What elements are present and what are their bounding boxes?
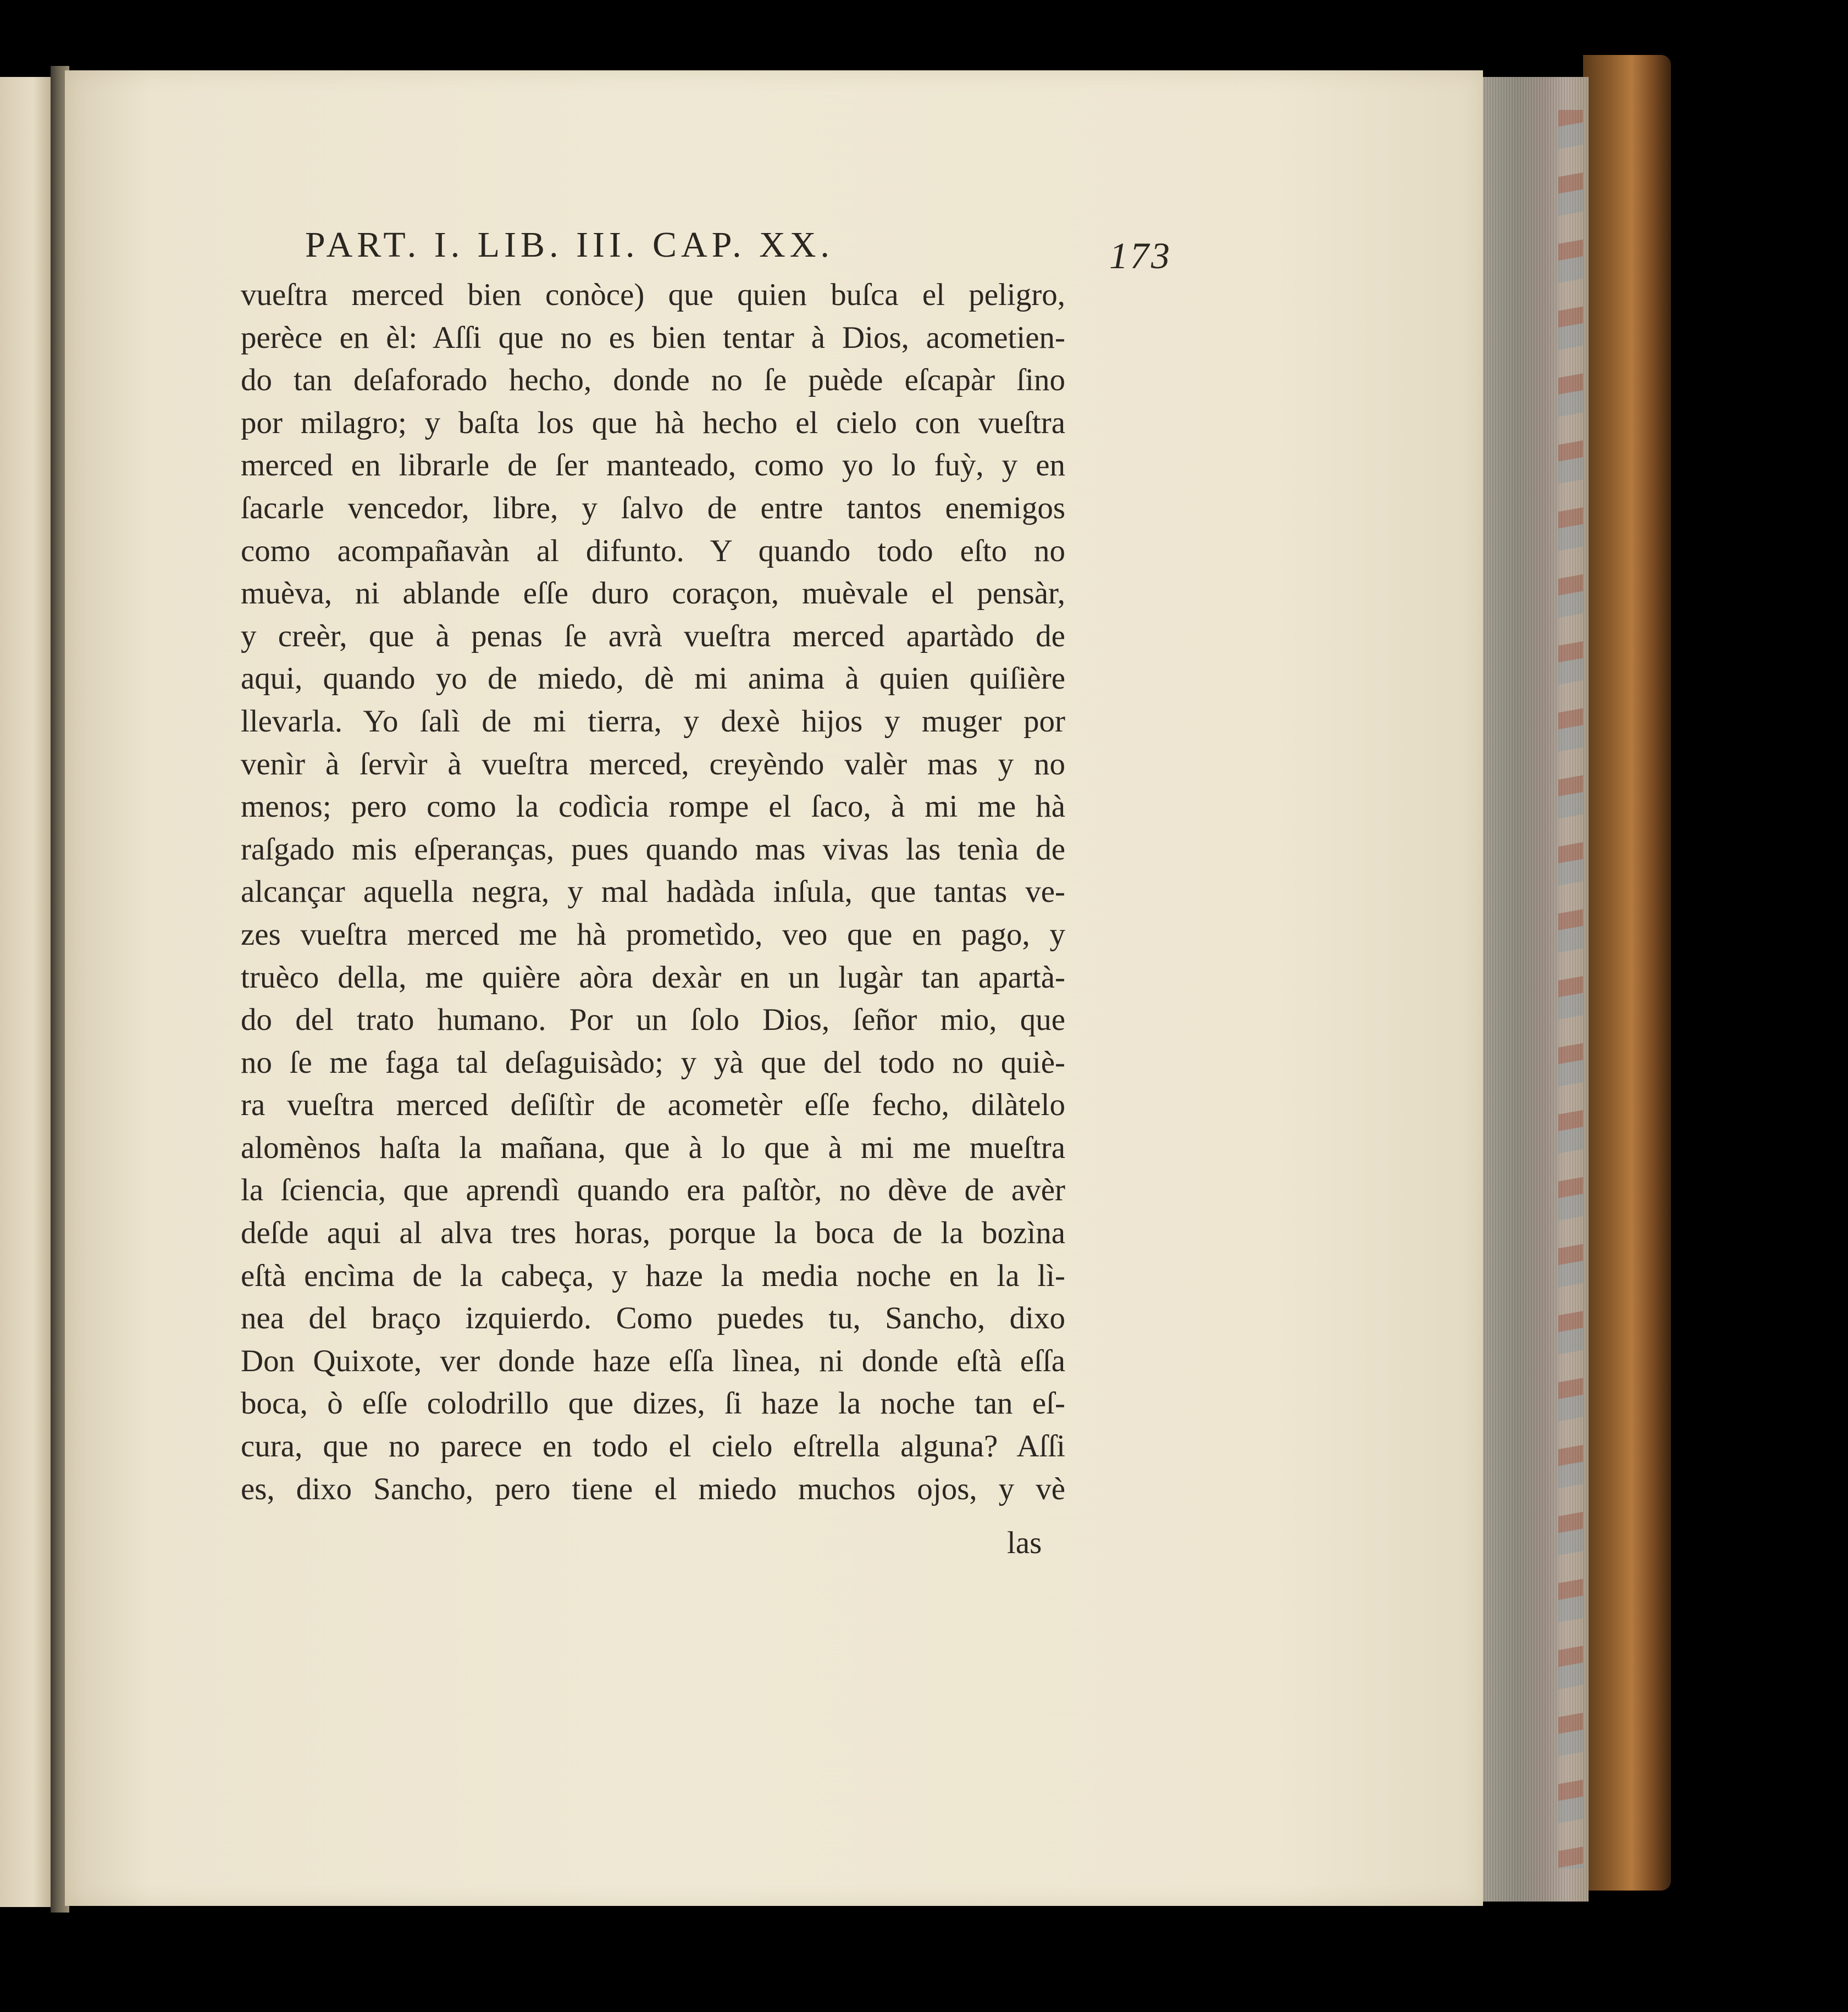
text-line: llevarla. Yo ſalì de mi tierra, y dexè hijos y muger por [241,703,1065,739]
text-line: deſde aqui al alva tres horas, porque la boca de la bozìna [241,1216,1065,1251]
text-line: perèce en èl: Aſſi que no es bien tentar à Dios, acometien- [241,320,1065,355]
text-line: no ſe me faga tal deſaguisàdo; y yà que del todo no quiè- [241,1045,1065,1080]
text-line: cura, que no parece en todo el cielo eſtrella alguna? Aſſi [241,1429,1065,1464]
catchword: las [1007,1526,1042,1560]
text-line: zes vueſtra merced me hà prometìdo, veo que en pago, y [241,917,1065,952]
text-line: como acompañavàn al difunto. Y quando todo eſto no [241,533,1065,568]
text-line: vueſtra merced bien conòce) que quien buſca el peligro, [241,278,1065,312]
text-line: boca, ò eſſe colodrillo que dizes, ſi haze la noche tan eſ- [241,1386,1065,1421]
text-line: es, dixo Sancho, pero tiene el miedo muchos ojos, y vè [241,1471,1065,1506]
text-line: alomènos haſta la mañana, que à lo que à mi me mueſtra [241,1130,1065,1165]
text-line: muèva, ni ablande eſſe duro coraçon, muèvale el pensàr, [241,576,1065,611]
text-line: por milagro; y baſta los que hà hecho el cielo con vueſtra [241,405,1065,440]
facing-page-edge [0,77,55,1907]
text-line: y creèr, que à penas ſe avrà vueſtra merced apartàdo de [241,618,1065,653]
text-line: raſgado mis eſperanças, pues quando mas vivas las tenìa de [241,832,1065,867]
text-line: truèco della, me quière aòra dexàr en un lugàr tan apartà- [241,960,1065,995]
text-line: ſacarle vencedor, libre, y ſalvo de entre tantos enemigos [241,490,1065,525]
running-head: PART. I. LIB. III. CAP. XX. [305,225,834,265]
text-line: ra vueſtra merced deſiſtìr de acometèr eſſe fecho, dilàtelo [241,1088,1065,1123]
leather-cover [1583,55,1671,1891]
text-line: aqui, quando yo de miedo, dè mi anima à quien quiſière [241,661,1065,696]
page-number: 173 [1109,235,1172,276]
text-line: Don Quixote, ver donde haze eſſa lìnea, ni donde eſtà eſſa [241,1343,1065,1378]
text-line: do tan deſaforado hecho, donde no ſe puède eſcapàr ſino [241,363,1065,398]
text-line: do del trato humano. Por un ſolo Dios, ſeñor mio, que [241,1002,1065,1038]
marbled-edge [1558,110,1583,1869]
text-line: nea del braço izquierdo. Como puedes tu, Sancho, dixo [241,1301,1065,1336]
text-line: menos; pero como la codìcia rompe el ſaco, à mi me hà [241,789,1065,824]
body-text [241,274,1065,1510]
text-line: alcançar aquella negra, y mal hadàda inſula, que tantas ve- [241,874,1065,910]
text-line: merced en librarle de ſer manteado, como yo lo fuỳ, y en [241,448,1065,483]
text-line: eſtà encìma de la cabeça, y haze la media noche en la lì- [241,1258,1065,1293]
text-line: la ſciencia, que aprendì quando era paſtòr, no dève de avèr [241,1173,1065,1208]
text-line: venìr à ſervìr à vueſtra merced, creyèndo valèr mas y no [241,746,1065,781]
